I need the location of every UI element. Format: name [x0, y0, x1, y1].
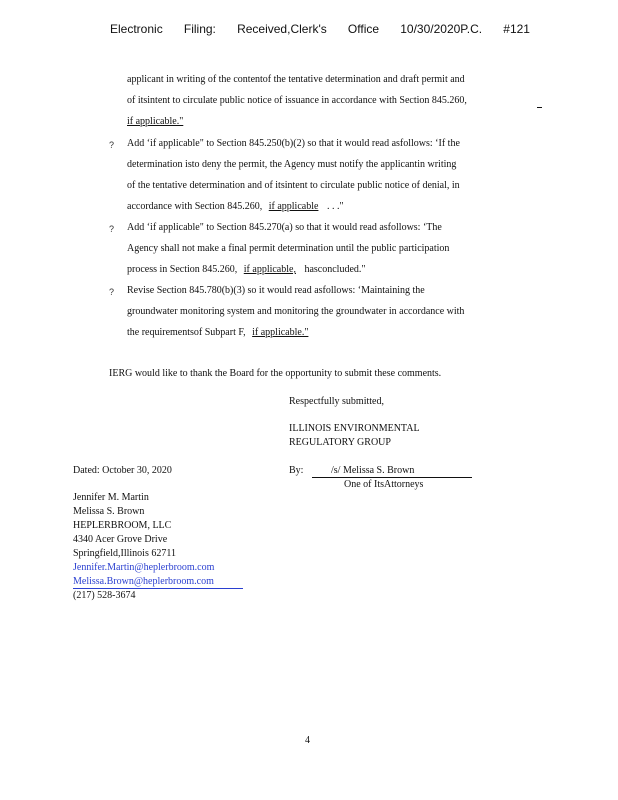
bullet1-line3: of the tentative determination and of itsintent to circulate public notice of denial, in	[127, 180, 460, 191]
respectfully-submitted: Respectfully submitted,	[289, 396, 384, 407]
header-date: 10/30/2020P.C.	[400, 22, 483, 36]
bullet3-line2: groundwater monitoring system and monitoring the groundwater in accordance with	[127, 306, 465, 317]
header-number: #121	[503, 22, 530, 36]
header-filing: Filing:	[183, 22, 216, 36]
bullet1-line4-pre: accordance with Section 845.260,	[127, 201, 263, 212]
bullet3-line1: Revise Section 845.780(b)(3) so it would read asfollows: ‘Maintaining the	[127, 285, 425, 296]
org-line2: REGULATORY GROUP	[289, 437, 391, 448]
contact-phone: (217) 528-3674	[73, 590, 136, 601]
header-received: Received,Clerk's	[237, 22, 327, 36]
para1-line1: applicant in writing of the contentof the tentative determination and draft permit and	[127, 74, 465, 85]
para1-line2: of itsintent to circulate public notice of issuance in accordance with Section 845.260,	[127, 95, 467, 106]
bullet2-line1: Add ‘if applicable" to Section 845.270(a) so that it would read asfollows: ‘The	[127, 222, 442, 233]
contact-firm: HEPLERBROOM, LLC	[73, 520, 172, 531]
header-electronic: Electronic	[110, 22, 163, 36]
bullet1-line4-post: . . ."	[326, 201, 344, 212]
email-link-brown[interactable]: Melissa.Brown@heplerbroom.com	[73, 576, 214, 587]
header-office: Office	[347, 22, 380, 36]
bullet-marker: ?	[109, 287, 115, 297]
filing-header	[110, 22, 530, 36]
bullet2-line3-underlined: if applicable,	[243, 264, 296, 275]
contact-street: 4340 Acer Grove Drive	[73, 534, 168, 545]
email-link-martin[interactable]: Jennifer.Martin@heplerbroom.com	[73, 562, 215, 573]
bullet3-line3-pre: the requirementsof Subpart F,	[127, 327, 246, 338]
signature-role: One of ItsAttorneys	[344, 479, 424, 490]
contact-name-2: Melissa S. Brown	[73, 506, 145, 517]
bullet1-line2: determination isto deny the permit, the Agency must notify the applicantin writing	[127, 159, 457, 170]
signature-name: /s/ Melissa S. Brown	[331, 465, 415, 476]
bullet2-line2: Agency shall not make a final permit determination until the public participation	[127, 243, 450, 254]
closing-sentence: IERG would like to thank the Board for the opportunity to submit these comments.	[109, 368, 442, 379]
bullet3-line3	[127, 328, 308, 338]
para1-line3: if applicable."	[127, 116, 184, 127]
email-underline	[73, 588, 243, 589]
bullet2-line3-pre: process in Section 845.260,	[127, 264, 238, 275]
bullet2-line3	[127, 265, 365, 275]
bullet1-line4	[127, 202, 344, 212]
bullet1-line4-underlined: if applicable	[268, 201, 319, 212]
page-number: 4	[305, 735, 310, 746]
bullet-marker: ?	[109, 140, 115, 150]
signature-line	[312, 477, 472, 478]
bullet1-line1: Add ‘if applicable" to Section 845.250(b)(2) so that it would read asfollows: ‘If the	[127, 138, 460, 149]
bullet2-line3-post: hasconcluded."	[304, 264, 366, 275]
org-line1: ILLINOIS ENVIRONMENTAL	[289, 423, 420, 434]
dated-line: Dated: October 30, 2020	[73, 465, 172, 476]
underline-rule	[537, 107, 542, 108]
by-label: By:	[289, 465, 304, 476]
contact-city: Springfield,Illinois 62711	[73, 548, 176, 559]
bullet3-line3-underlined: if applicable."	[252, 327, 309, 338]
bullet-marker: ?	[109, 224, 115, 234]
contact-name-1: Jennifer M. Martin	[73, 492, 149, 503]
